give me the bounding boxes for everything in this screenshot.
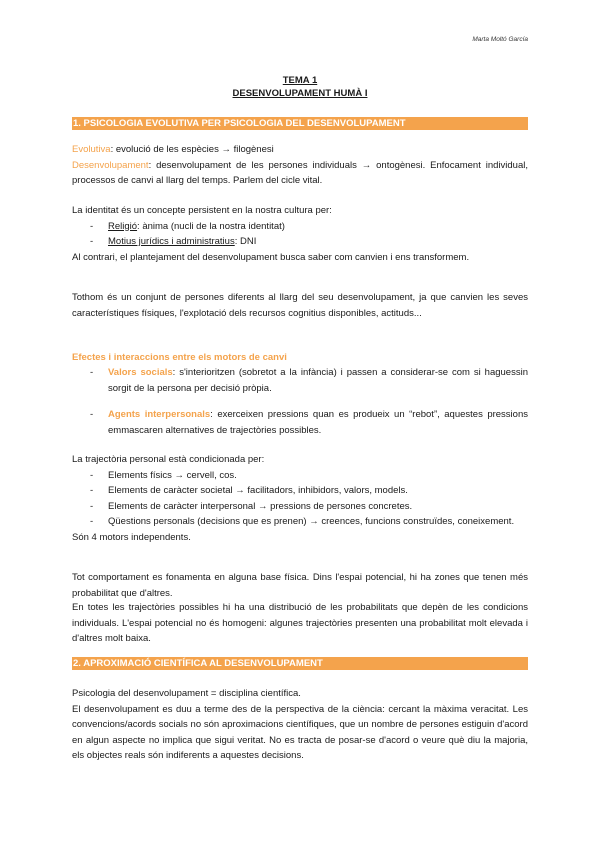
trajectoria-item: - Elements de caràcter societal → facilitadors, inhibidors, valors, models.: [72, 483, 528, 499]
trajectoria-intro: La trajectòria personal està condicionada per:: [72, 454, 265, 465]
trajectoria-item: - Qüestions personals (decisions que es prenen) → creences, funcions construïdes, coneixement.: [72, 514, 528, 530]
agents-list: [72, 407, 528, 438]
trajectoria-list: [72, 468, 528, 530]
agents-text: : exerceixen pressions quan es produeix un “rebot”, aquestes pressions emmascaren alternatives de trajectòries possibles.: [108, 409, 528, 436]
desenvolupament-text: : desenvolupament de les persones individuals → ontogènesi. Enfocament individual, processos de canvi al llarg del temps. Parlem del cicle vital.: [72, 159, 528, 186]
section-1-heading: [72, 117, 528, 130]
title-line-2: DESENVOLUPAMENT HUMÀ I: [232, 88, 368, 99]
trajectoria-item: - Elements de caràcter interpersonal → pressions de persones concretes.: [72, 499, 528, 515]
contrari-paragraph: Al contrari, el plantejament del desenvolupament busca saber com canvien i ens transformem.: [72, 251, 470, 263]
efectes-heading: Efectes i interaccions entre els motors de canvi: [72, 352, 287, 363]
section-2-heading-text: 2. APROXIMACIÓ CIENTÍFICA AL DESENVOLUPAMENT: [73, 658, 323, 669]
identitat-item-term: Religió: [108, 220, 138, 232]
document-title: [72, 74, 528, 100]
evolutiva-paragraph: [72, 142, 528, 189]
agents-term: Agents interpersonals: [108, 409, 211, 420]
identitat-item: [72, 234, 528, 250]
desenvolupament-term: Desenvolupament: [72, 159, 149, 171]
motors-count: Són 4 motors independents.: [72, 531, 191, 543]
evolutiva-term: Evolutiva: [72, 144, 111, 155]
valors-term: Valors socials: [108, 367, 173, 378]
trajectories-paragraph: En totes les trajectòries possibles hi ha una distribució de les probabilitats que depèn de les condicions individuals. L'espai potencial no és homogeni: algunes trajectòries presenten una probabilitat molt elevada i d'altres molt baixa.: [72, 602, 528, 644]
valors-text: : s'interioritzen (sobretot a la infància) i passen a considerar-se com si haguessin sorgit de la persona per decisió pròpia.: [108, 367, 528, 394]
identitat-item-term: Motius jurídics i administratius: [108, 236, 235, 247]
identitat-item-text: : DNI: [234, 236, 257, 247]
tothom-paragraph: Tothom és un conjunt de persones diferents al llarg del seu desenvolupament, ja que canvien les seves característiques físiques, l'explotació dels recursos cognitius disponibles, actituds...: [72, 292, 528, 319]
title-line-1: TEMA 1: [282, 75, 318, 86]
comportament-paragraph: Tot comportament es fonamenta en alguna base física. Dins l'espai potencial, hi ha zones que tenen més probabilitat que d'altres.: [72, 572, 528, 599]
section-1-heading-text: 1. PSICOLOGIA EVOLUTIVA PER PSICOLOGIA DEL DESENVOLUPAMENT: [73, 118, 406, 129]
identitat-item-text: : ànima (nucli de la nostra identitat): [137, 220, 285, 232]
agents-interpersonals-item: [72, 407, 528, 438]
identitat-intro: La identitat és un concepte persistent en la nostra cultura per:: [72, 205, 332, 216]
section-2-body: [72, 686, 528, 764]
author-name: Marta Moltó García: [472, 36, 528, 43]
identitat-item: [72, 219, 528, 235]
trajectoria-block: [72, 452, 528, 545]
section-2-heading: [72, 657, 528, 670]
motors-list: [72, 365, 528, 396]
section-2-p2: El desenvolupament es duu a terme des de la perspectiva de la ciència: cercant la màxima veracitat. Les convencions/acords socials no són aproximacions científiques, que un nombre de persones estiguin d'acord en algun aspecte no implica que sigui veritat. No es tracta de posar-se d'acord o veure què diu la majoria, els objectes reals són indiferents a aquestes decisions.: [72, 703, 528, 761]
valors-socials-item: [72, 365, 528, 396]
trajectoria-item: - Elements físics → cervell, cos.: [72, 468, 528, 484]
identitat-list: [72, 219, 528, 250]
section-2-p1: Psicologia del desenvolupament = disciplina científica.: [72, 688, 301, 699]
identitat-block: [72, 203, 528, 265]
evolutiva-text: : evolució de les espècies → filogènesi: [110, 144, 274, 155]
